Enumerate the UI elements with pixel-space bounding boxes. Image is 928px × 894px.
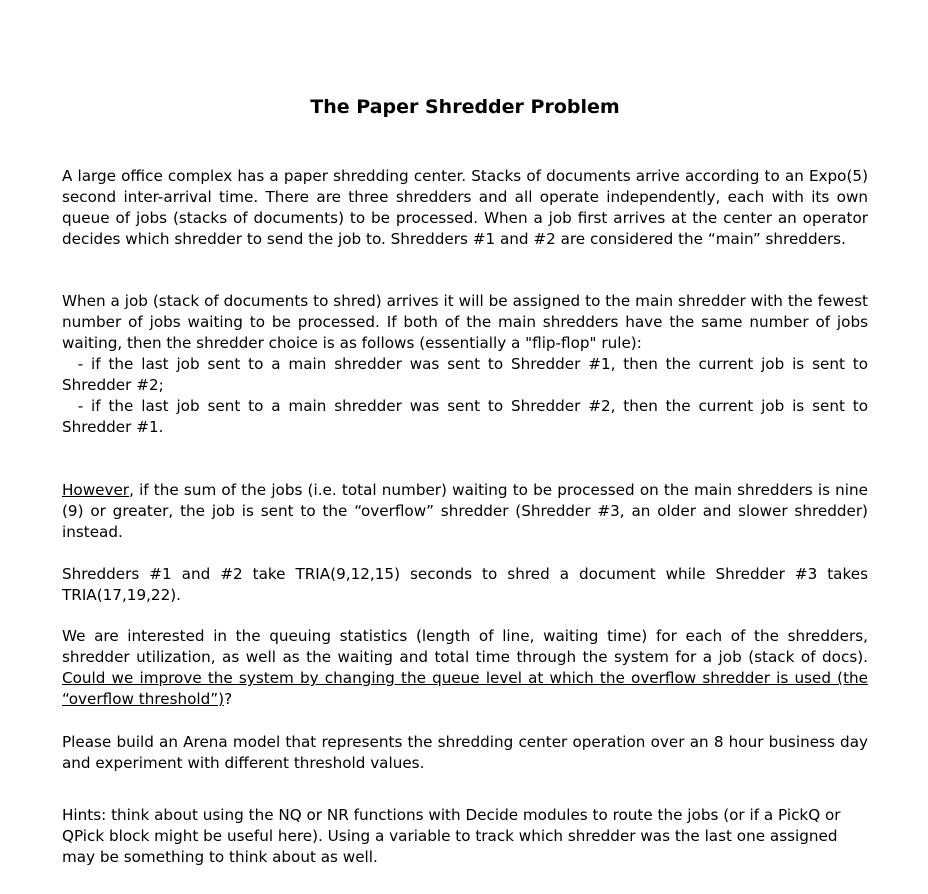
however-emphasis: However <box>62 481 130 499</box>
paragraph-hints: Hints: think about using the NQ or NR functions with Decide modules to route the jobs (or if a PickQ or QPick block might be useful here). Using a variable to track which shredder was the last one assigned may be something to think about as well. <box>62 806 841 866</box>
paragraph-task: Please build an Arena model that represents the shredding center operation over an 8 hour business day and experiment with different threshold values. <box>62 733 868 772</box>
assignment-rule-intro: When a job (stack of documents to shred) arrives it will be assigned to the main shredder with the fewest number of jobs waiting to be processed. If both of the main shredders have the same number of jobs waiting, then the shredder choice is as follows (essentially a "flip-flop" rule): <box>62 292 868 352</box>
overflow-rule-text: , if the sum of the jobs (i.e. total number) waiting to be processed on the main shredders is nine (9) or greater, the job is sent to the “overflow” shredder (Shredder #3, an older and slower shredder) instead. <box>62 481 868 541</box>
page-title: The Paper Shredder Problem <box>310 96 620 118</box>
flip-flop-rule-2: - if the last job sent to a main shredder was sent to Shredder #2, then the current job is sent to Shredder #1. <box>62 397 873 436</box>
flip-flop-rule-1: - if the last job sent to a main shredder was sent to Shredder #1, then the current job is sent to Shredder #2; <box>62 355 873 394</box>
paragraph-shred-times: Shredders #1 and #2 take TRIA(9,12,15) seconds to shred a document while Shredder #3 takes TRIA(17,19,22). <box>62 565 868 604</box>
question-mark: ? <box>224 690 233 708</box>
threshold-question: Could we improve the system by changing the queue level at which the overflow shredder is used (the “overflow threshold”) <box>62 669 868 708</box>
paragraph-intro: A large office complex has a paper shredding center. Stacks of documents arrive according to an Expo(5) second inter-arrival time. There are three shredders and all operate independently, each with its own queue of jobs (stacks of documents) to be processed. When a job first arrives at the center an operator decides which shredder to send the job to. Shredders #1 and #2 are considered the “main” shredders. <box>62 167 868 248</box>
paragraph-assignment-rules <box>62 291 873 438</box>
paragraph-objectives <box>62 626 878 710</box>
objectives-text: We are interested in the queuing statistics (length of line, waiting time) for each of the shredders, shredder utilization, as well as the waiting and total time through the system for a job (stack of docs). <box>62 627 878 666</box>
paragraph-overflow-rule <box>62 480 868 543</box>
